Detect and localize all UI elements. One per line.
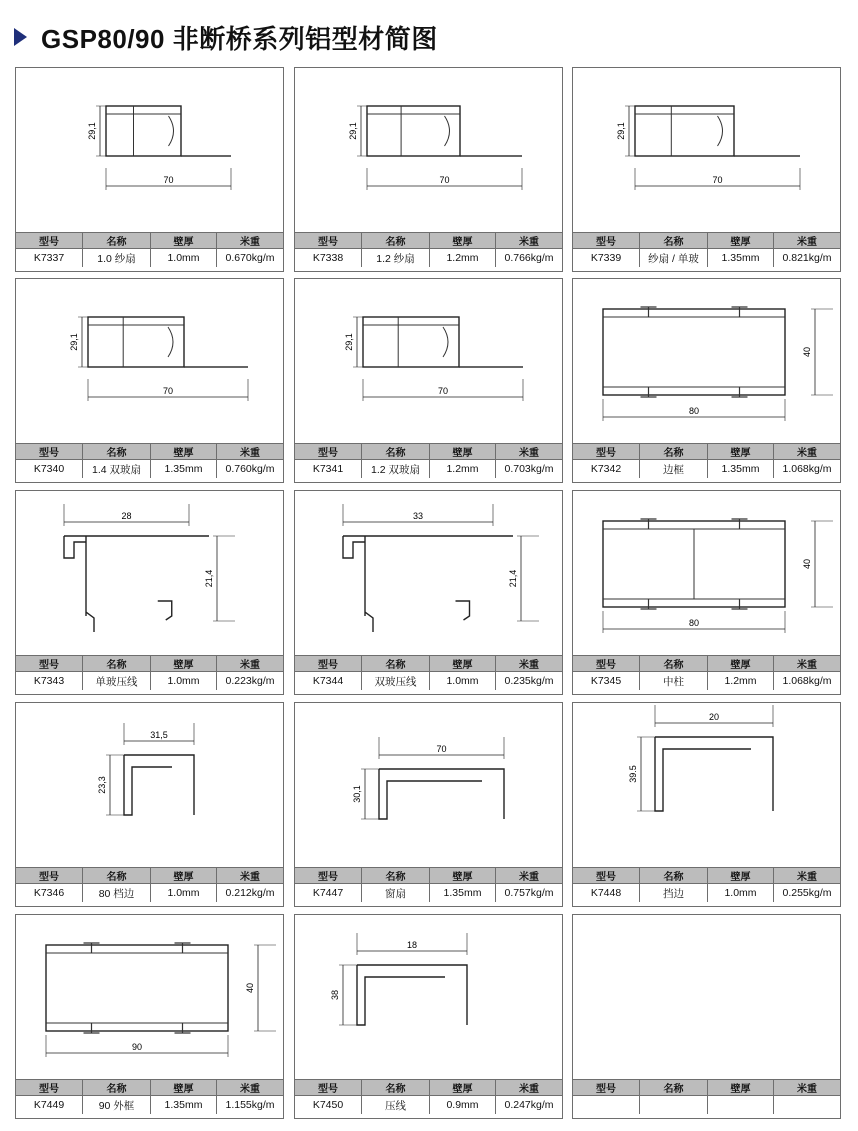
spec-table: [16, 443, 283, 482]
spec-weight: [774, 1096, 840, 1114]
spec-header-cell: 米重: [240, 1084, 260, 1095]
profile-outline: [343, 536, 513, 632]
profile-card: [15, 914, 284, 1119]
spec-header-cell: 型号: [16, 1080, 83, 1095]
spec-weight: 1.068kg/m: [782, 463, 832, 475]
dimension-width: [367, 168, 522, 190]
spec-weight: 0.670kg/m: [225, 252, 275, 264]
dimension-width: [603, 611, 785, 633]
spec-weight: 0.223kg/m: [225, 675, 275, 687]
profile-card: [294, 702, 563, 907]
spec-header-cell: 型号: [295, 233, 362, 248]
spec-name: 挡边: [640, 884, 708, 902]
spec-header-row: [16, 1080, 283, 1096]
profile-outline: [106, 106, 231, 156]
spec-model: K7450: [295, 1096, 362, 1114]
spec-table: [573, 655, 840, 694]
spec-value-row: [573, 672, 840, 690]
spec-header-cell: 名称: [640, 233, 708, 248]
profile-outline: [635, 106, 800, 156]
spec-name: 90 外框: [83, 1096, 151, 1114]
profile-card: [15, 67, 284, 272]
spec-header-cell: 型号: [16, 656, 83, 671]
spec-weight: 0.821kg/m: [782, 252, 832, 264]
svg-text:29,1: 29,1: [87, 122, 97, 140]
spec-header-cell: 名称: [640, 1080, 708, 1095]
spec-header-cell: 壁厚: [430, 444, 496, 459]
spec-header-cell: 名称: [83, 868, 151, 883]
spec-model: K7345: [573, 672, 640, 690]
svg-text:29,1: 29,1: [348, 122, 358, 140]
spec-header-cell: 米重: [519, 448, 539, 459]
spec-header-cell: 型号: [16, 868, 83, 883]
spec-table: [295, 232, 562, 271]
dimension-height: [508, 536, 539, 621]
spec-header-cell: 壁厚: [151, 868, 217, 883]
spec-thickness: 1.2mm: [430, 460, 496, 478]
profile-card: [572, 914, 841, 1119]
profile-card: [294, 278, 563, 483]
spec-thickness: 1.35mm: [151, 460, 217, 478]
spec-header-cell: 名称: [83, 656, 151, 671]
spec-header-cell: 米重: [519, 1084, 539, 1095]
profile-drawing: [16, 915, 283, 1080]
spec-name: 双玻压线: [362, 672, 430, 690]
spec-header-row: [573, 656, 840, 672]
spec-header-cell: 米重: [797, 448, 817, 459]
spec-header-cell: 米重: [240, 660, 260, 671]
profile-outline: [603, 307, 785, 397]
spec-model: K7343: [16, 672, 83, 690]
spec-weight: 0.703kg/m: [504, 463, 554, 475]
spec-weight: 0.760kg/m: [225, 463, 275, 475]
svg-text:70: 70: [162, 386, 174, 396]
spec-thickness: 1.0mm: [151, 884, 217, 902]
spec-header-cell: 壁厚: [430, 656, 496, 671]
spec-table: [295, 867, 562, 906]
spec-header-cell: 名称: [83, 444, 151, 459]
spec-header-row: [295, 444, 562, 460]
spec-model: K7344: [295, 672, 362, 690]
spec-thickness: 0.9mm: [430, 1096, 496, 1114]
spec-header-cell: 米重: [240, 237, 260, 248]
spec-thickness: 1.0mm: [430, 672, 496, 690]
svg-text:70: 70: [712, 175, 723, 185]
spec-name: 1.2 双玻扇: [362, 460, 430, 478]
svg-text:18: 18: [406, 940, 418, 950]
spec-header-cell: 名称: [640, 656, 708, 671]
profile-drawing: [295, 703, 562, 868]
profile-outline: [357, 965, 467, 1025]
spec-header-row: [295, 656, 562, 672]
spec-weight: 0.235kg/m: [504, 675, 554, 687]
spec-header-cell: 型号: [573, 868, 640, 883]
spec-table: [16, 867, 283, 906]
svg-text:28: 28: [121, 511, 132, 521]
profile-outline: [603, 519, 785, 609]
svg-text:40: 40: [802, 558, 812, 570]
svg-text:70: 70: [436, 744, 447, 754]
svg-text:39.5: 39.5: [628, 765, 638, 783]
dimension-width: [64, 504, 189, 526]
spec-thickness: 1.0mm: [151, 672, 217, 690]
profile-outline: [124, 755, 194, 815]
profile-outline: [88, 317, 248, 367]
spec-model: K7342: [573, 460, 640, 478]
spec-thickness: [708, 1096, 774, 1114]
dimension-height: [245, 945, 276, 1031]
spec-header-row: [295, 868, 562, 884]
spec-value-row: [573, 1096, 840, 1114]
spec-thickness: 1.35mm: [708, 460, 774, 478]
spec-table: [295, 443, 562, 482]
dimension-width: [124, 723, 194, 745]
spec-header-cell: 米重: [797, 1084, 817, 1095]
spec-name: 1.4 双玻扇: [83, 460, 151, 478]
svg-text:40: 40: [245, 982, 255, 994]
spec-header-row: [573, 868, 840, 884]
profile-drawing: [16, 68, 283, 233]
profile-outline: [367, 106, 522, 156]
spec-value-row: [16, 884, 283, 902]
spec-name: 压线: [362, 1096, 430, 1114]
spec-header-cell: 壁厚: [708, 1080, 774, 1095]
spec-table: [16, 655, 283, 694]
dimension-width: [88, 379, 248, 401]
profile-card: [572, 702, 841, 907]
spec-weight: 0.212kg/m: [225, 887, 275, 899]
spec-header-cell: 型号: [295, 656, 362, 671]
spec-header-cell: 壁厚: [430, 868, 496, 883]
spec-value-row: [573, 249, 840, 267]
spec-thickness: 1.35mm: [151, 1096, 217, 1114]
spec-weight: 0.757kg/m: [504, 887, 554, 899]
spec-header-row: [295, 233, 562, 249]
svg-text:21,4: 21,4: [204, 569, 214, 588]
spec-model: K7338: [295, 249, 362, 267]
spec-name: 1.0 纱扇: [83, 249, 151, 267]
profile-drawing: [295, 491, 562, 656]
profile-card: [572, 490, 841, 695]
spec-header-cell: 型号: [573, 444, 640, 459]
svg-text:31,5: 31,5: [150, 730, 168, 740]
spec-header-cell: 型号: [295, 444, 362, 459]
spec-value-row: [16, 1096, 283, 1114]
spec-header-cell: 名称: [362, 444, 430, 459]
spec-header-cell: 型号: [16, 444, 83, 459]
spec-thickness: 1.35mm: [430, 884, 496, 902]
spec-header-cell: 壁厚: [708, 444, 774, 459]
spec-header-cell: 米重: [240, 872, 260, 883]
spec-header-row: [16, 233, 283, 249]
spec-header-cell: 壁厚: [708, 656, 774, 671]
svg-text:29,1: 29,1: [344, 333, 354, 351]
spec-model: K7340: [16, 460, 83, 478]
spec-model: K7447: [295, 884, 362, 902]
spec-header-cell: 名称: [640, 444, 708, 459]
spec-header-cell: 米重: [519, 660, 539, 671]
spec-header-cell: 名称: [640, 868, 708, 883]
spec-model: K7449: [16, 1096, 83, 1114]
spec-header-cell: 米重: [797, 660, 817, 671]
spec-header-cell: 型号: [16, 233, 83, 248]
spec-header-cell: 壁厚: [430, 233, 496, 248]
svg-text:90: 90: [131, 1042, 143, 1052]
spec-weight: 1.155kg/m: [225, 1099, 275, 1111]
spec-table: [573, 232, 840, 271]
spec-header-row: [16, 868, 283, 884]
spec-header-cell: 名称: [83, 1080, 151, 1095]
spec-header-cell: 名称: [83, 233, 151, 248]
spec-thickness: 1.0mm: [151, 249, 217, 267]
spec-value-row: [295, 249, 562, 267]
profile-drawing: [573, 491, 840, 656]
dimension-width: [655, 705, 773, 727]
spec-name: 边框: [640, 460, 708, 478]
svg-text:29,1: 29,1: [69, 333, 79, 351]
spec-model: K7448: [573, 884, 640, 902]
spec-header-cell: 型号: [295, 1080, 362, 1095]
spec-header-cell: 型号: [295, 868, 362, 883]
spec-name: 单玻压线: [83, 672, 151, 690]
profile-card: [15, 278, 284, 483]
spec-name: 80 档边: [83, 884, 151, 902]
dimension-width: [106, 168, 231, 190]
svg-text:40: 40: [802, 346, 812, 358]
spec-value-row: [295, 884, 562, 902]
spec-weight: 0.255kg/m: [782, 887, 832, 899]
title-arrow-icon: [14, 28, 27, 46]
spec-value-row: [573, 884, 840, 902]
dimension-height: [204, 536, 235, 621]
profile-outline: [655, 737, 773, 811]
spec-table: [16, 1079, 283, 1118]
spec-header-row: [573, 1080, 840, 1096]
spec-thickness: 1.0mm: [708, 884, 774, 902]
dimension-height: [802, 521, 833, 607]
spec-weight: 0.247kg/m: [504, 1099, 554, 1111]
profile-drawing: [16, 279, 283, 444]
spec-header-cell: 米重: [519, 237, 539, 248]
spec-value-row: [295, 1096, 562, 1114]
spec-header-cell: 壁厚: [430, 1080, 496, 1095]
dimension-width: [357, 933, 467, 955]
spec-header-cell: 米重: [797, 237, 817, 248]
spec-value-row: [16, 672, 283, 690]
profile-outline: [363, 317, 523, 367]
spec-name: 1.2 纱扇: [362, 249, 430, 267]
svg-text:70: 70: [439, 175, 450, 185]
spec-table: [573, 867, 840, 906]
spec-value-row: [16, 249, 283, 267]
spec-header-cell: 壁厚: [708, 868, 774, 883]
spec-header-cell: 壁厚: [708, 233, 774, 248]
spec-header-row: [16, 656, 283, 672]
spec-header-cell: 米重: [797, 872, 817, 883]
spec-table: [295, 1079, 562, 1118]
spec-value-row: [295, 460, 562, 478]
profile-card: [15, 490, 284, 695]
spec-header-cell: 名称: [362, 1080, 430, 1095]
spec-table: [573, 1079, 840, 1118]
spec-header-row: [573, 444, 840, 460]
spec-value-row: [295, 672, 562, 690]
svg-text:80: 80: [688, 618, 700, 628]
svg-text:70: 70: [437, 386, 449, 396]
dimension-width: [603, 399, 785, 421]
svg-text:30,1: 30,1: [352, 785, 362, 803]
svg-text:21,4: 21,4: [508, 569, 518, 588]
dimension-width: [343, 504, 493, 526]
profile-card: [294, 914, 563, 1119]
spec-name: 中柱: [640, 672, 708, 690]
svg-text:29,1: 29,1: [616, 122, 626, 140]
spec-model: K7346: [16, 884, 83, 902]
dimension-width: [363, 379, 523, 401]
profile-drawing: [573, 915, 840, 1080]
spec-thickness: 1.2mm: [430, 249, 496, 267]
profile-outline: [46, 943, 228, 1033]
spec-header-cell: 型号: [573, 656, 640, 671]
spec-header-cell: 壁厚: [151, 233, 217, 248]
profile-drawing: [573, 68, 840, 233]
svg-text:80: 80: [688, 406, 700, 416]
spec-model: K7339: [573, 249, 640, 267]
profile-drawing: [16, 491, 283, 656]
svg-text:33: 33: [412, 511, 424, 521]
profile-outline: [64, 536, 209, 632]
profile-drawing: [16, 703, 283, 868]
spec-header-cell: 壁厚: [151, 1080, 217, 1095]
spec-header-row: [573, 233, 840, 249]
spec-header-cell: 型号: [573, 1080, 640, 1095]
svg-text:23,3: 23,3: [97, 776, 107, 794]
svg-text:38: 38: [330, 989, 340, 1001]
spec-name: 窗扇: [362, 884, 430, 902]
profile-card: [572, 67, 841, 272]
profile-card: [294, 490, 563, 695]
spec-table: [295, 655, 562, 694]
spec-name: 纱扇 / 单玻: [640, 249, 708, 267]
spec-value-row: [16, 460, 283, 478]
spec-name: [640, 1096, 708, 1114]
profile-drawing: [295, 915, 562, 1080]
spec-header-cell: 名称: [362, 233, 430, 248]
spec-header-row: [295, 1080, 562, 1096]
profile-drawing: [573, 703, 840, 868]
profile-drawing: [573, 279, 840, 444]
dimension-height: [802, 309, 833, 395]
profile-card: [572, 278, 841, 483]
spec-model: K7341: [295, 460, 362, 478]
spec-header-cell: 名称: [362, 656, 430, 671]
page-header: [14, 20, 438, 54]
spec-header-cell: 壁厚: [151, 656, 217, 671]
spec-header-cell: 米重: [519, 872, 539, 883]
page-title: GSP80/90 非断桥系列铝型材简图: [41, 23, 438, 54]
spec-weight: 0.766kg/m: [504, 252, 554, 264]
spec-value-row: [573, 460, 840, 478]
spec-thickness: 1.2mm: [708, 672, 774, 690]
spec-model: K7337: [16, 249, 83, 267]
profile-drawing: [295, 68, 562, 233]
spec-thickness: 1.35mm: [708, 249, 774, 267]
spec-weight: 1.068kg/m: [782, 675, 832, 687]
spec-table: [16, 232, 283, 271]
spec-header-cell: 壁厚: [151, 444, 217, 459]
svg-text:70: 70: [163, 175, 174, 185]
spec-header-cell: 名称: [362, 868, 430, 883]
profile-drawing: [295, 279, 562, 444]
spec-model: [573, 1096, 640, 1114]
spec-header-cell: 型号: [573, 233, 640, 248]
dimension-width: [46, 1035, 228, 1057]
spec-header-row: [16, 444, 283, 460]
profile-outline: [379, 769, 504, 819]
profile-card: [294, 67, 563, 272]
profile-card: [15, 702, 284, 907]
dimension-width: [379, 737, 504, 759]
dimension-width: [635, 168, 800, 190]
spec-header-cell: 米重: [240, 448, 260, 459]
svg-text:20: 20: [708, 712, 720, 722]
spec-table: [573, 443, 840, 482]
